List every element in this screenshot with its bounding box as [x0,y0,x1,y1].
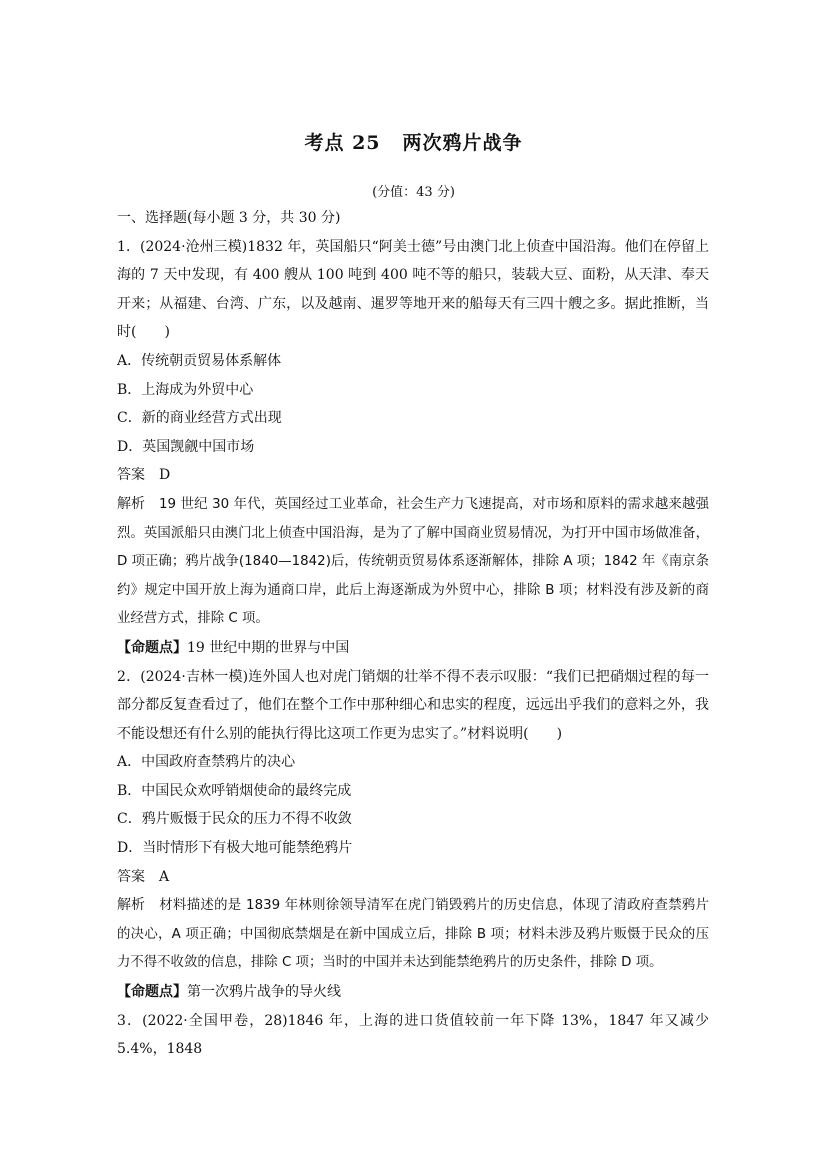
analysis-label: 解析 [117,897,145,914]
question-2-option-b: B．中国民众欢呼销烟使命的最终完成 [117,782,352,799]
tag-label: 【命题点】 [117,984,187,1001]
question-2-option-d: D．当时情形下有极大地可能禁绝鸦片 [117,840,353,857]
question-1-option-b: B．上海成为外贸中心 [117,381,254,398]
question-1-option-c: C．新的商业经营方式出现 [117,410,282,427]
question-3-text: 3．(2022·全国甲卷，28)1846 年，上海的进口货值较前一年下降 13%，1847 年又减少 5.4%，1848 [117,1012,709,1058]
score-note: (分值：43 分) [372,185,455,200]
analysis-text: 19 世纪 30 年代，英国经过工业革命，社会生产力飞速提高，对市场和原料的需求越来越强烈。英国派船只由澳门北上侦查中国沿海，是为了了解中国商业贸易情况，为打开中国市场做准备，D 项正确；鸦片战争(1840—1842)后，传统朝贡贸易体系逐渐解体，排除 A 项；1842 年《南京条约》规定中国开放上海为通商口岸，此后上海逐渐成为外贸中心，排除 B 项；材料没有涉及新的商业经营方式，排除 C 项。 [117,496,709,627]
content-body [117,204,709,1064]
question-2-option-a: A．中国政府查禁鸦片的决心 [117,754,296,771]
section-heading: 一、选择题(每小题 3 分，共 30 分) [117,210,341,226]
title-main: 两次鸦片战争 [402,132,523,154]
question-2-answer [117,863,709,892]
question-2-text: 2．(2024·吉林一模)连外国人也对虎门销烟的壮举不得不表示叹服：“我们已把硝烟过程的每一部分都反复查看过了，他们在整个工作中那种细心和忠实的程度，远远出乎我们的意料之外，我不能设想还有什么别的能执行得比这项工作更为忠实了。”材料说明( ) [117,668,709,742]
question-1-tag [117,634,709,663]
question-1-option-a: A．传统朝贡贸易体系解体 [117,352,282,369]
analysis-text: 材料描述的是 1839 年林则徐领导清军在虎门销毁鸦片的历史信息，体现了清政府查禁鸦片的决心，A 项正确；中国彻底禁烟是在新中国成立后，排除 B 项；材料未涉及鸦片贩慑于民众的压力不得不收敛的信息，排除 C 项；当时的中国并未达到能禁绝鸦片的历史条件，排除 D 项。 [117,898,709,971]
answer-label: 答案 [117,467,145,484]
answer-label: 答案 [117,868,145,885]
question-1-text: 1．(2024·沧州三模)1832 年，英国船只“阿美士德”号由澳门北上侦查中国沿海。他们在停留上海的 7 天中发现，有 400 艘从 100 吨到 400 吨不等的船只，装载大豆、面粉，从天津、奉天开来；从福建、台湾、广东，以及越南、暹罗等地开来的船每天有三四十艘之多。据此推断，当时( ) [117,238,709,341]
question-2-analysis [117,891,709,978]
answer-value: D [159,467,171,484]
page-title [0,128,827,155]
question-2-tag [117,978,709,1007]
tag-label: 【命题点】 [117,639,187,656]
question-1-option-d: D．英国觊觎中国市场 [117,438,255,455]
question-2-option-c: C．鸦片贩慑于民众的压力不得不收敛 [117,811,352,828]
question-1-answer [117,461,709,490]
answer-value: A [159,868,170,885]
title-prefix: 考点 25 [304,132,381,154]
tag-text: 第一次鸦片战争的导火线 [187,984,341,1001]
question-1-analysis [117,490,709,634]
tag-text: 19 世纪中期的世界与中国 [187,639,350,656]
analysis-label: 解析 [117,495,145,512]
